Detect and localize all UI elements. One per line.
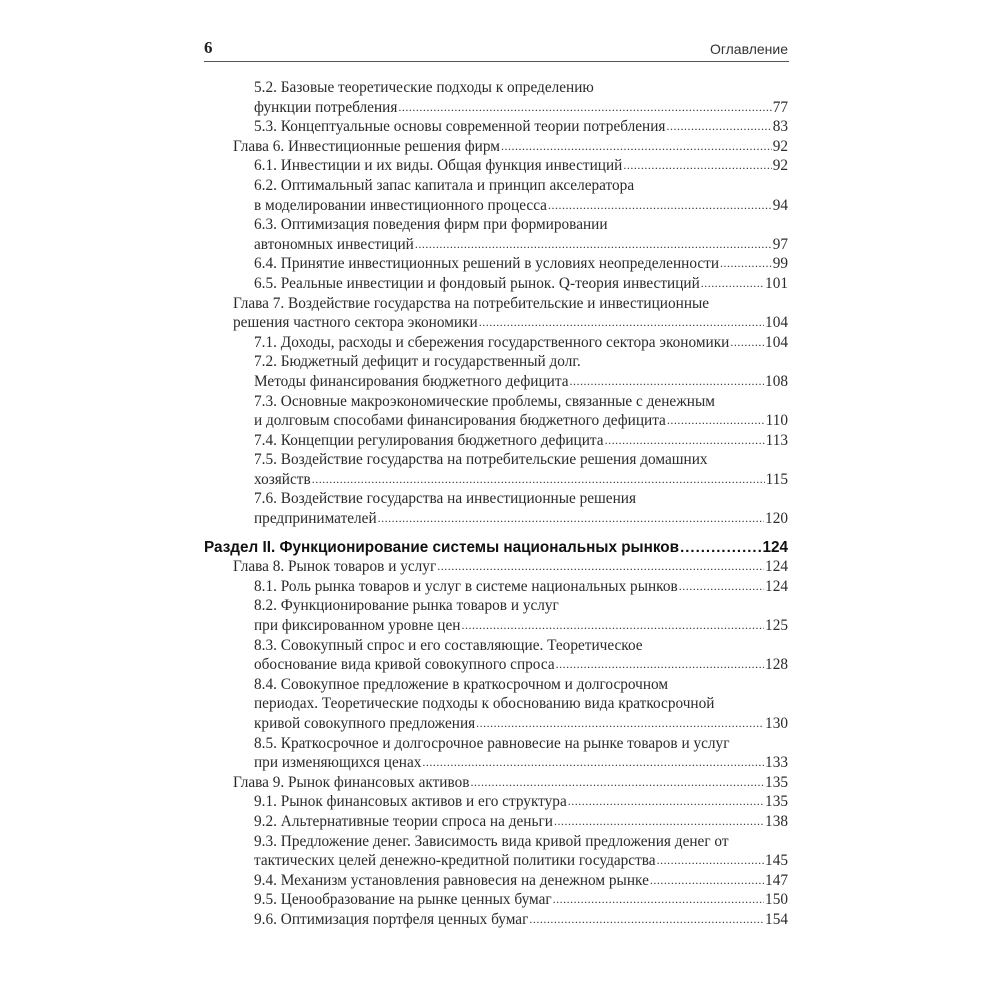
toc-entry-title: 5.2. Базовые теоретические подходы к определению [254,79,594,96]
toc-entry-line [254,254,788,274]
toc-entry-title: 9.1. Рынок финансовых активов и его структура [254,793,567,811]
toc-page-number: 147 [765,871,788,889]
toc-entry-line [254,215,788,235]
toc-entry-title: обоснование вида кривой совокупного спроса [254,656,555,674]
toc-entry-title: в моделировании инвестиционного процесса [254,196,547,214]
toc-page-number: 97 [772,235,788,253]
toc-entry-line [233,294,788,314]
dot-leader [657,851,764,871]
dot-leader [623,156,771,176]
toc-entry-title: тактических целей денежно-кредитной политики государства [254,852,656,870]
dot-leader [568,792,764,812]
toc-page-number: 154 [765,910,788,928]
dot-leader [666,117,771,137]
toc-page-number: 124 [762,538,788,556]
toc-entry-line [254,910,788,930]
toc-entry-line [254,411,788,431]
toc-entry-title: 7.4. Концепции регулирования бюджетного дефицита [254,431,604,449]
toc-entry-line [254,655,788,675]
toc-entry-line [254,871,788,891]
toc-page-number: 135 [765,773,788,791]
dot-leader [679,577,764,597]
toc-entry-title: 6.3. Оптимизация поведения фирм при формировании [254,216,608,234]
dot-leader [398,98,771,118]
toc-entry-section[interactable] [204,274,788,294]
toc-entry-section[interactable] [204,78,788,117]
toc-entry-title: и долговым способами финансирования бюджетного дефицита [254,412,666,430]
toc-entry-line [254,117,788,137]
toc-entry-section[interactable] [204,675,788,734]
toc-entry-title: при фиксированном уровне цен [254,617,461,635]
toc-entry-title: хозяйств [254,470,311,488]
toc-entry-title: 7.1. Доходы, расходы и сбережения государственного сектора экономики [254,333,730,351]
toc-entry-title: 9.6. Оптимизация портфеля ценных бумаг [254,910,529,928]
toc-entry-line [254,156,788,176]
toc-page-number: 104 [765,314,788,332]
toc-entry-section[interactable] [204,176,788,215]
toc-entry-section[interactable] [204,392,788,431]
toc-page-number: 150 [765,891,788,909]
toc-entry-section[interactable] [204,812,788,832]
toc-page-number: 92 [772,157,788,175]
toc-entry-line [254,890,788,910]
toc-entry-line [233,557,788,577]
toc-page-number: 108 [765,372,788,390]
toc-entry-line [254,431,788,451]
toc-page-number: 113 [765,431,788,449]
toc-entry-section[interactable] [204,450,788,489]
toc-entry-line [254,675,788,695]
toc-entry-line [233,313,788,333]
toc-entry-line [254,352,788,372]
toc-entry-section[interactable] [204,333,788,353]
toc-entry-title: функции потребления [254,98,398,116]
dot-leader [312,470,765,490]
dot-leader [701,274,764,294]
toc-entry-line [254,734,788,754]
toc-entry-line [254,78,788,98]
toc-entry-line [254,392,788,412]
toc-entry-title: кривой совокупного предложения [254,715,476,732]
dot-leader [415,235,772,255]
toc-entry-section[interactable] [204,792,788,812]
toc-entry-chapter[interactable] [204,137,788,157]
toc-entry-section[interactable] [204,596,788,635]
toc-entry-line [204,538,788,558]
toc-entry-section[interactable] [204,156,788,176]
toc-entry-line [254,636,788,656]
toc-entry-title: 8.3. Совокупный спрос и его составляющие. Теоретическое [254,636,643,654]
toc-page-number: 99 [772,255,788,273]
toc-page-number: 94 [772,196,788,214]
dot-leader [461,616,764,636]
toc-entry-section[interactable] [204,577,788,597]
toc-entry-title: Глава 6. Инвестиционные решения фирм [233,137,500,155]
toc-entry-chapter[interactable] [204,557,788,577]
dot-leader [605,431,765,451]
toc-page-number: 92 [772,137,788,155]
dot-leader [548,196,772,216]
toc-entry-line [254,694,788,714]
toc-entry-line [254,832,788,852]
dot-leader [667,411,765,431]
toc-entry-chapter[interactable] [204,294,788,333]
running-header-title: Оглавление [709,41,788,57]
toc-entry-line [254,98,788,118]
toc-entry-title: предпринимателей [254,510,377,528]
toc-entry-section[interactable] [204,734,788,773]
toc-entry-section[interactable] [204,832,788,871]
toc-page-number: 104 [765,333,788,351]
toc-entry-title: 8.5. Краткосрочное и долгосрочное равновесие на рынке товаров и услуг [254,734,730,752]
dot-leader [553,890,764,910]
toc-entry-line [254,753,788,773]
toc-entry-line [254,450,788,470]
toc-entry-line [254,274,788,294]
toc-page-number: 101 [765,274,788,292]
toc-page-number: 120 [765,510,788,528]
toc-entry-title: Глава 8. Рынок товаров и услуг [233,558,437,576]
dot-leader [650,871,764,891]
toc-entry-line [254,176,788,196]
toc-page-number: 110 [765,412,788,430]
toc-entry-title: 7.3. Основные макроэкономические проблемы, связанные с денежным [254,392,715,410]
toc-page-number: 128 [765,656,788,674]
toc-entry-section[interactable] [204,352,788,391]
dot-leader [720,254,772,274]
dot-leader [437,557,764,577]
dot-leader [529,910,764,930]
page-number: 6 [204,38,213,57]
toc-entry-section[interactable] [204,215,788,254]
toc-entry-line [254,333,788,353]
dot-leader [470,773,764,793]
dot-leader [730,333,764,353]
toc-entry-title: Глава 7. Воздействие государства на потребительские и инвестиционные [233,294,710,312]
toc-entry-line [254,196,788,216]
dot-leader [556,655,764,675]
toc-entry-title: 8.4. Совокупное предложение в краткосрочном и долгосрочном [254,675,669,693]
toc-entry-title: 9.3. Предложение денег. Зависимость вида кривой предложения денег от [254,832,729,850]
toc-entry-line [254,372,788,392]
toc-entry-title: 6.2. Оптимальный запас капитала и принцип акселератора [254,176,635,194]
dot-leader [501,137,772,157]
toc-entry-title: 6.1. Инвестиции и их виды. Общая функция инвестиций [254,157,623,175]
toc-entry-title: 7.2. Бюджетный дефицит и государственный долг. [254,353,581,371]
dot-leader [422,753,764,773]
toc-page-number: 115 [765,470,788,488]
toc-entry-line [254,489,788,509]
toc-entry-title: решения частного сектора экономики [233,314,478,332]
toc-page-number: 145 [765,852,788,870]
toc-entry-line [254,616,788,636]
toc-entry-line [254,470,788,490]
toc-entry-chapter[interactable] [204,773,788,793]
toc-page-number: 124 [765,558,788,576]
toc-entry-line [233,137,788,157]
toc-entry-title: Раздел II. Функционирование системы национальных рынков [204,538,680,556]
toc-page-number: 125 [765,617,788,635]
toc-entry-title: автономных инвестиций [254,235,414,253]
toc-entry-section[interactable] [204,871,788,891]
toc-entry-title: 6.5. Реальные инвестиции и фондовый рынок. Q-теория инвестиций [254,274,700,292]
dot-leader [570,372,765,392]
toc-page-number: 130 [765,715,788,732]
toc-entry-title: 9.2. Альтернативные теории спроса на деньги [254,812,553,830]
toc-entry-line [254,235,788,255]
toc-entry-line [254,792,788,812]
toc-entry-title: 9.4. Механизм установления равновесия на денежном рынке [254,871,649,889]
toc-entry-line [254,596,788,616]
toc-page-number: 135 [765,793,788,811]
toc-entry-section[interactable] [204,910,788,930]
toc-entry-title: 6.4. Принятие инвестиционных решений в условиях неопределенности [254,255,720,273]
toc-entry-line [254,714,788,734]
toc-page-number: 77 [772,98,788,116]
toc-entry-title: 5.3. Концептуальные основы современной теории потребления [254,118,666,136]
toc-entry-line [254,577,788,597]
toc-entry-section[interactable] [204,431,788,451]
toc-entry-title: 9.5. Ценообразование на рынке ценных бумаг [254,891,552,909]
toc-entry-title: 8.1. Роль рынка товаров и услуг в системе национальных рынков [254,577,678,595]
toc-entry-title: периодах. Теоретические подходы к обоснованию вида краткосрочной [254,695,715,713]
toc-entry-title: при изменяющихся ценах [254,754,422,772]
dot-leader [554,812,764,832]
dot-leader [680,538,761,558]
table-of-contents [204,78,788,930]
toc-entry-section[interactable] [204,636,788,675]
toc-page-number: 83 [772,118,788,136]
toc-entry-section[interactable] [204,254,788,274]
toc-entry-section[interactable] [204,890,788,910]
toc-entry-section[interactable] [204,489,788,528]
dot-leader [476,714,764,734]
toc-entry-line [254,509,788,529]
toc-entry-line [233,773,788,793]
toc-entry-title: Методы финансирования бюджетного дефицита [254,372,569,390]
toc-entry-line [254,851,788,871]
toc-entry-line [254,812,788,832]
header-rule [204,61,789,62]
toc-entry-title: 7.6. Воздействие государства на инвестиционные решения [254,490,637,508]
toc-page-number: 138 [765,812,788,830]
toc-page-number: 133 [765,754,788,772]
toc-entry-title: 7.5. Воздействие государства на потребительские решения домашних [254,451,708,469]
toc-entry-section[interactable] [204,117,788,137]
toc-page-number: 124 [765,577,788,595]
toc-entry-title: 8.2. Функционирование рынка товаров и услуг [254,597,559,615]
dot-leader [378,509,764,529]
toc-entry-title: Глава 9. Рынок финансовых активов [233,773,470,791]
toc-entry-part[interactable] [204,538,788,558]
dot-leader [479,313,764,333]
